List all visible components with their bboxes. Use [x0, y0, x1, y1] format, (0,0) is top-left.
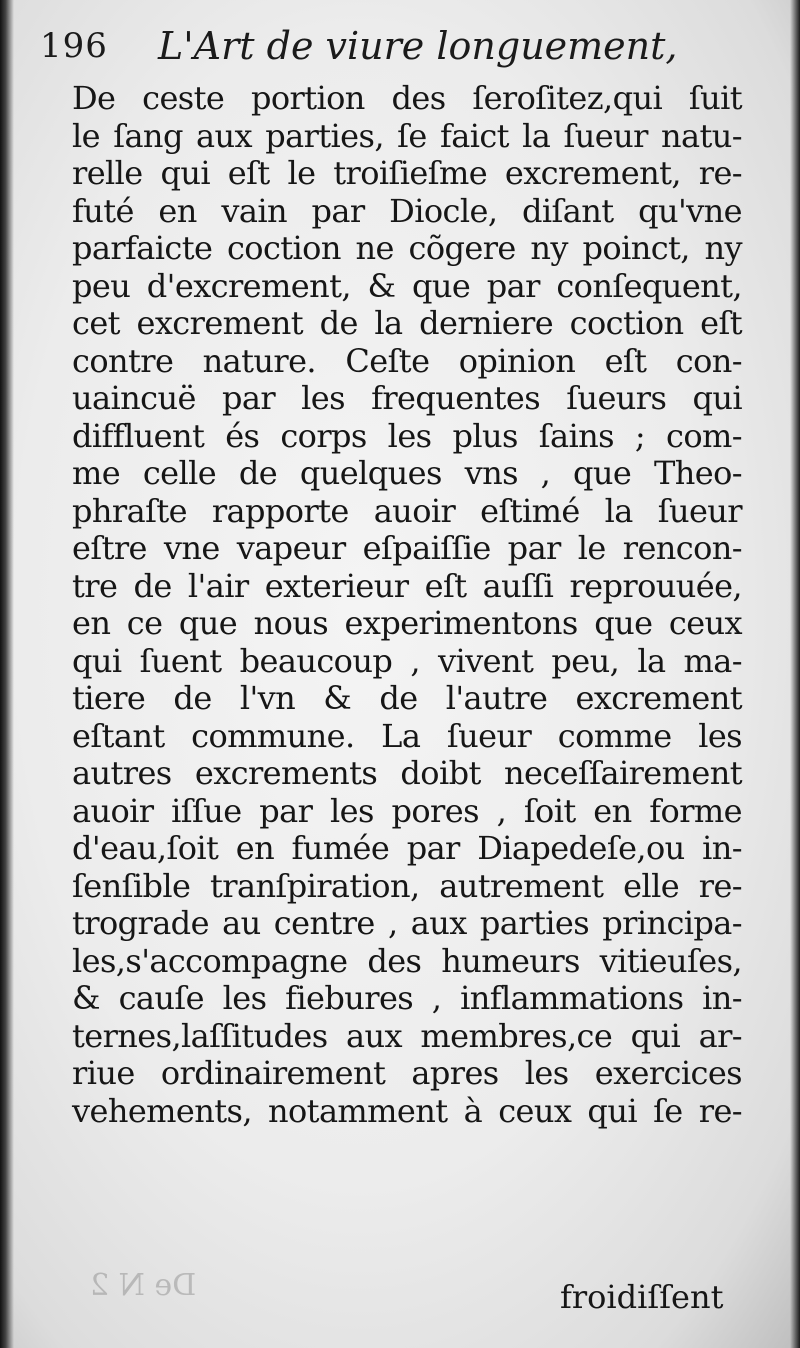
text-line: tiere de l'vn & de l'autre excrement — [72, 679, 742, 717]
text-line: en ce que nous experimentons que ceux — [72, 604, 742, 642]
text-line: uaincuë par les frequentes ſueurs qui — [72, 379, 742, 417]
text-line: qui ſuent beaucoup , vivent peu, la ma- — [72, 641, 742, 680]
text-line: le ſang aux parties, ſe faict la ſueur natu- — [72, 116, 742, 155]
text-line: futé en vain par Diocle, diſant qu'vne — [72, 191, 742, 230]
bleed-through-text: De N 2 — [90, 1268, 197, 1303]
text-line: riue ordinairement apres les exercices — [72, 1054, 742, 1092]
text-line: eſtre vne vapeur eſpaiſſie par le rencon- — [72, 529, 742, 567]
text-line: ſenſible tranſpiration, autrement elle re- — [72, 866, 742, 905]
text-line: relle qui eſt le troiſieſme excrement, re- — [72, 154, 742, 192]
text-line: vehements, notamment à ceux qui ſe re- — [72, 1091, 742, 1130]
text-line: trograde au centre , aux parties principa- — [72, 904, 742, 942]
text-line: eſtant commune. La ſueur comme les — [72, 716, 742, 755]
body-text — [72, 80, 742, 1130]
text-line: les,s'accompagne des humeurs vitieuſes, — [72, 941, 742, 980]
text-line: auoir iſſue par les pores , ſoit en forme — [72, 791, 742, 830]
text-line: ternes,laſſitudes aux membres,ce qui ar- — [72, 1016, 742, 1055]
text-line: & cauſe les fiebures , inflammations in- — [72, 979, 742, 1017]
running-title: L'Art de viure longuement, — [158, 24, 678, 68]
text-line: phraſte rapporte auoir eſtimé la ſueur — [72, 491, 742, 530]
catchword: froidiſſent — [560, 1278, 724, 1316]
text-line: d'eau,ſoit en fumée par Diapedeſe,ou in- — [72, 829, 742, 867]
text-line: me celle de quelques vns , que Theo- — [72, 454, 742, 492]
text-line: contre nature. Ceſte opinion eſt con- — [72, 341, 742, 380]
text-line: De ceste portion des ſeroſitez,qui ſuit — [72, 79, 742, 117]
running-head — [40, 20, 780, 80]
page-right-shadow — [790, 0, 800, 1348]
text-line: cet excrement de la derniere coction eſt — [72, 304, 742, 342]
page-left-shadow — [0, 0, 14, 1348]
text-line: tre de l'air exterieur eſt auſſi reprouuée, — [72, 566, 742, 605]
text-line: autres excrements doibt neceſſairement — [72, 754, 742, 792]
text-line: parfaicte coction ne cõgere ny poinct, ny — [72, 229, 742, 267]
text-line: diffluent és corps les plus ſains ; com- — [72, 416, 742, 455]
text-line: peu d'excrement, & que par conſequent, — [72, 266, 742, 305]
page-number: 196 — [40, 26, 108, 66]
